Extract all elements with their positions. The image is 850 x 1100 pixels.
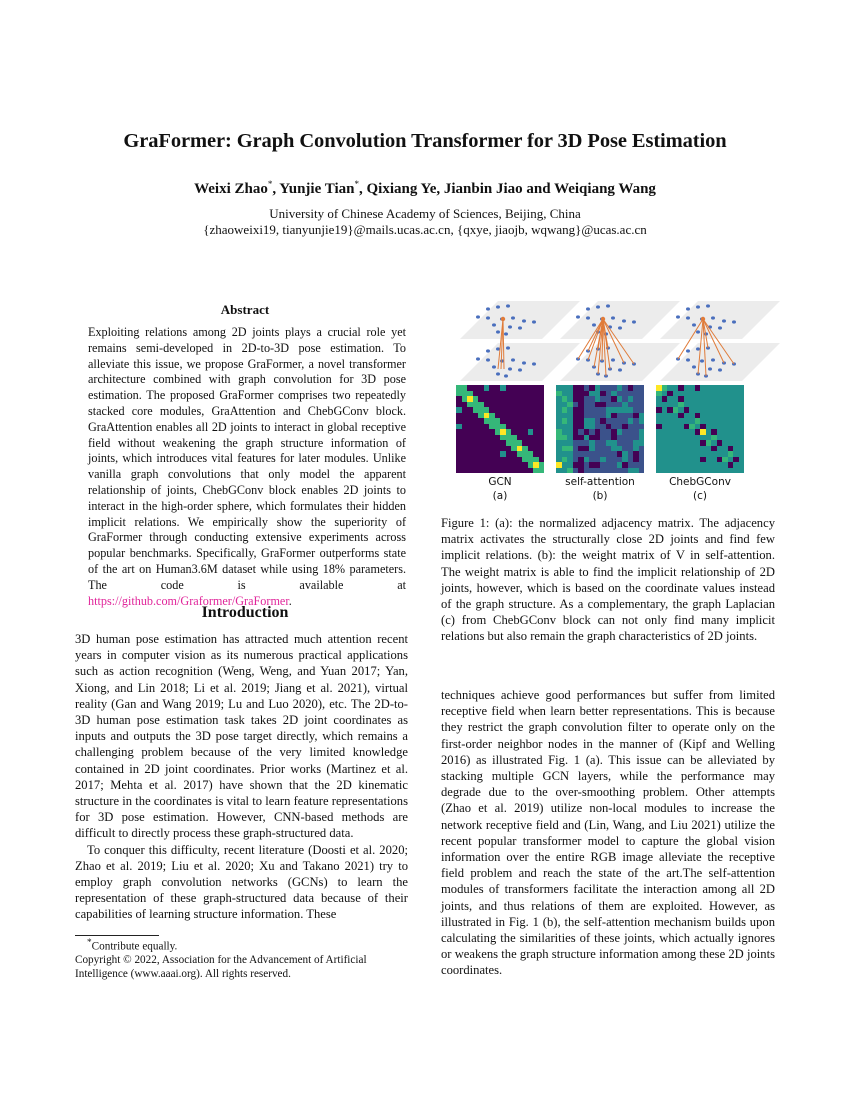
abstract-trailer: . (288, 593, 292, 608)
author-5 (554, 181, 656, 197)
graph-joints-icon (550, 297, 650, 387)
panel-label: self-attention (565, 476, 635, 488)
graph-joints-icon (450, 297, 550, 387)
graph-joints-icon (650, 297, 750, 387)
affiliation: University of Chinese Academy of Sciences, Beijing, China (269, 206, 581, 221)
introduction-heading: Introduction (201, 604, 289, 621)
author-list (0, 179, 850, 198)
panel-label: ChebGConv (669, 476, 731, 488)
footnote-mark: * (87, 938, 92, 948)
author-sep: , (436, 181, 444, 197)
figure-caption: Figure 1: (a): the normalized adjacency matrix. The adjacency matrix activates the structurally close 2D joints and find few implicit relations. (b): the weight matrix of V in self-attention. The weight matrix is able to find the implicit relationship of 2D joints, however, which is based on the coordinate values instead of the graph structure. As a complementary, the graph Laplacian (c) from ChebGConv block can not only find many implicit relations but also remain the graph characteristics of 2D joints. (441, 516, 775, 644)
figure-1 (450, 297, 768, 502)
author-3 (366, 181, 443, 197)
author-emails: {zhaoweixi19, tianyunjie19}@mails.ucas.ac.cn, {qxye, jiaojb, wqwang}@ucas.ac.cn (203, 222, 647, 237)
abstract-text: Exploiting relations among 2D joints plays a crucial role yet remains semi-developed in 2D-to-3D pose estimation. To alleviate this issue, we propose GraFormer, a novel transformer architecture combined with graph convolution for 3D pose estimation. The proposed GraFormer comprises two repeatedly stacked core modules, GraAttention and ChebGConv block. GraAttention enables all 2D joints to interact in global receptive field without weakening the graph structure information of joints, which introduces vital features for later modules. Unlike vanilla graph convolutions that only model the apparent relationship of joints, ChebGConv block enables 2D joints to interact in the high-order sphere, which formulates their hidden implicit relations. We empirically show the superiority of GraFormer through conducting extensive experiments across popular benchmarks. Specifically, GraFormer outperforms state of the art on Human3.6M dataset while using 18% parameters. The code is available at (88, 325, 406, 592)
author-name: Jianbin Jiao (443, 181, 523, 197)
author-mark: * (354, 179, 359, 189)
introduction-continued: techniques achieve good performances but suffer from limited receptive field when learn better representations. This is because they restrict the graph convolution filter to operate only on the first-order neighbor nodes in the manner of (Kipf and Welling 2016) as illustrated Fig. 1 (a). This issue can be alleviated by stacking multiple GCN layers, while the performance may degrade due to the over-smoothing problem. Other attempts (Zhao et al. 2019) utilize non-local modules to increase the network receptive field and (Lin, Wang, and Liu 2021) utilize the recent popular transformer model to capture the global vision information over the entire RGB image alleviate the receptive field problem and reach the state of the art.The self-attention modules of transformers facilitate the interaction among all 2D joints, and thus relations of them are exploited. However, as illustrated in Fig. 1 (b), the self-attention mechanism builds upon calculating the similarities of these joints, which actually ignores or weakens the graph structure information among these 2D joints coordinates. (441, 688, 775, 978)
panel-sublabel: (a) (492, 490, 508, 502)
author-name: Yunjie Tian (279, 181, 355, 197)
footnote-divider (75, 935, 159, 936)
author-sep: and (522, 181, 555, 197)
footnote-contribution (75, 937, 408, 954)
laplacian-heatmap (656, 385, 744, 473)
author-name: Qixiang Ye (366, 181, 437, 197)
intro-paragraph-2: To conquer this difficulty, recent literature (Doosti et al. 2020; Zhao et al. 2019; Liu et al. 2020; Xu and Takano 2021) try to employ graph convolution networks (GCNs) to learn the representation of these graph-structured data because of their capabilities of learning structure information. These (75, 842, 408, 922)
author-name: Weixi Zhao (194, 181, 268, 197)
panel-sublabel: (b) (592, 490, 608, 502)
introduction-body (75, 631, 408, 923)
author-name: Weiqiang Wang (554, 181, 656, 197)
intro-paragraph-1: 3D human pose estimation has attracted much attention recent years in computer vision as its numerous practical applications such as action recognition (Weng, Weng, and Yuan 2017; Yan, Xiong, and Lin 2018; Li et al. 2019; Jiang et al. 2021), virtual reality (Gan and Wang 2019; Lu and Luo 2020), etc. The 2D-to-3D human pose estimation task takes 2D joint coordinates as inputs and outputs the 3D pose target directly, which remains a challenging problem because of the very limited knowledge contained in 2D joint coordinates. Prior works (Martinez et al. 2017; Mehta et al. 2017) have shown that the 2D kinematic structure in the coordinates is vital to learn feature representations for 3D pose estimation. However, CNN-based methods are difficult to directly process these graph-structured data. (75, 632, 408, 841)
affiliation-block (0, 206, 850, 238)
attention-heatmap (556, 385, 644, 473)
copyright-notice: Copyright © 2022, Association for the Advancement of Artificial Intelligence (www.aaai.org). All rights reserved. (75, 954, 367, 980)
adjacency-heatmap (456, 385, 544, 473)
author-mark: * (267, 179, 273, 189)
footnote-block (75, 937, 408, 981)
paper-title: GraFormer: Graph Convolution Transformer for 3D Pose Estimation (123, 130, 727, 152)
author-sep: , (358, 181, 367, 197)
abstract-body (88, 325, 406, 609)
abstract-heading: Abstract (220, 302, 270, 317)
code-link[interactable]: https://github.com/Graformer/GraFormer (88, 593, 289, 608)
author-sep: , (272, 181, 280, 197)
panel-sublabel: (c) (693, 490, 707, 502)
footnote-text: Contribute equally. (91, 940, 178, 953)
author-1 (194, 181, 279, 197)
panel-label: GCN (488, 476, 512, 488)
author-2 (279, 181, 366, 197)
author-4 (444, 181, 554, 197)
